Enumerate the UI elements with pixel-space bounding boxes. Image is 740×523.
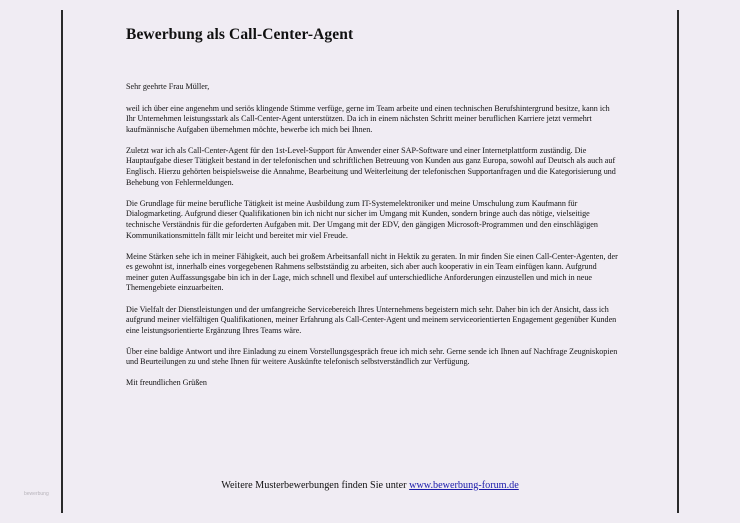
paragraph-4: Meine Stärken sehe ich in meiner Fähigkeit, auch bei großem Arbeitsanfall nicht in Hektik zu geraten. In mir finden Sie einen Call-Center-Agenten, der es gewohnt ist, innerhalb eines vorgegebenen Rahmens selbstständig zu arbeiten, sich aber auch kooperativ in ein Team einfügen kann. Aufgrund meiner guten Auffassungsgabe bin ich in der Lage, mich schnell und flexibel auf unterschiedliche Anforderungen einzustellen und mich in neue Themengebiete einzuarbeiten. <box>126 251 618 293</box>
paragraph-6: Über eine baldige Antwort und ihre Einladung zu einem Vorstellungsgespräch freue ich mich sehr. Gerne sende ich Ihnen auf Nachfrage Zeugniskopien und Beurteilungen zu und stehe Ihnen für weitere Auskünfte telefonisch selbstverständlich zur Verfügung. <box>126 346 618 367</box>
letter-body <box>126 26 618 389</box>
footer-text: Weitere Musterbewerbungen finden Sie unter <box>221 480 407 491</box>
footer-link[interactable]: www.bewerbung-forum.de <box>409 480 519 491</box>
left-border-line <box>61 10 63 513</box>
salutation: Sehr geehrte Frau Müller, <box>126 82 210 91</box>
paragraph-5: Die Vielfalt der Dienstleistungen und der umfangreiche Servicebereich Ihres Unternehmens begeistern mich sehr. Daher bin ich der Ansicht, dass ich aufgrund meiner vielfältigen Qualifikationen, meiner Erfahrung als Call-Center-Agent und meinem serviceorientierten Engagement gegenüber Kunden eine leistungsorientierte Ergänzung Ihres Teams wäre. <box>126 304 617 335</box>
paragraph-2: Zuletzt war ich als Call-Center-Agent für den 1st-Level-Support für Anwender einer SAP-Software und einer Internetplattform zuständig. Die Hauptaufgabe dieser Tätigkeit bestand in der telefonischen und schriftlichen Betreuung von Kunden aus ganz Europa, sowohl auf Deutsch als auch auf Englisch. Hierzu gehörten beispielsweise die Annahme, Bearbeitung und Weiterleitung der telefonischen Supportanfragen und die Kategorisierung und Behebung von Fehlermeldungen. <box>126 145 616 187</box>
footer <box>0 480 740 491</box>
paragraph-1: weil ich über eine angenehm und seriös klingende Stimme verfüge, gerne im Team arbeite und einen technischen Berufshintergrund besitze, kann ich Ihr Unternehmen leistungsstark als Call-Center-Agent unterstützen. Da ich in einem nächsten Schritt meiner beruflichen Karriere jetzt vermehrt kaufmännische Aufgaben übernehmen möchte, bewerbe ich mich bei Ihnen. <box>126 103 610 134</box>
letter-title: Bewerbung als Call-Center-Agent <box>126 26 354 43</box>
watermark: bewerbung <box>24 491 49 497</box>
closing: Mit freundlichen Grüßen <box>126 378 207 388</box>
right-border-line <box>677 10 679 513</box>
paragraph-3: Die Grundlage für meine berufliche Tätigkeit ist meine Ausbildung zum IT-Systemelektroniker und meine Umschulung zum Kaufmann für Dialogmarketing. Aufgrund dieser Qualifikationen bin ich nicht nur sicher im Umgang mit Kunden, sondern bringe auch das nötige, vielseitige technische Verständnis für die geforderten Aufgaben mit. Der Umgang mit der EDV, den gängigen Microsoft-Programmen und den einschlägigen Kommunikationsmitteln fällt mir leicht und bereitet mir viel Freude. <box>126 198 598 240</box>
